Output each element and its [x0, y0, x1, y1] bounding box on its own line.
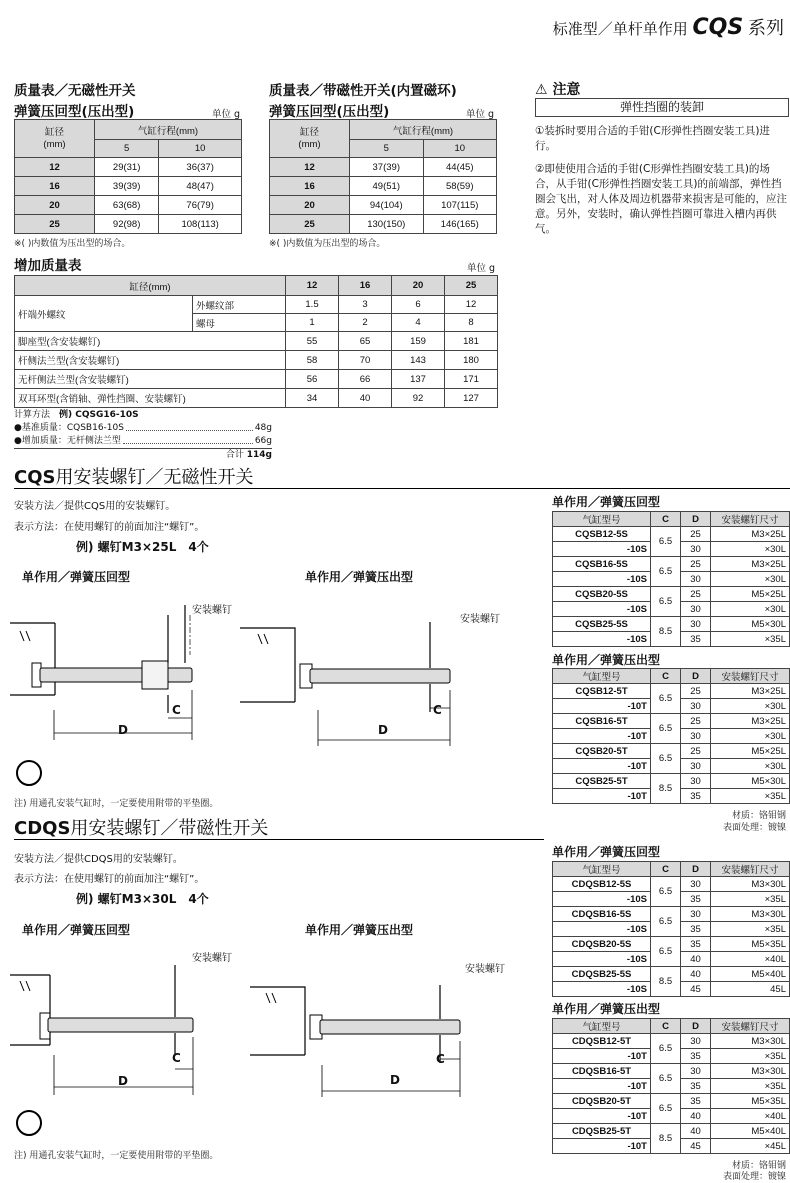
- cqs-right-c-label: C: [433, 703, 442, 717]
- screw-cell: M5×35L: [711, 937, 790, 952]
- row-label: 外螺纹部: [193, 296, 286, 314]
- value-cell: 76(79): [159, 196, 242, 215]
- cqs-diag-right-title: 单作用／弹簧压出型: [305, 570, 414, 584]
- d-cell: 35: [681, 1079, 711, 1094]
- value-cell: 3: [339, 296, 392, 314]
- d-cell: 35: [681, 937, 711, 952]
- value-cell: 70: [339, 351, 392, 370]
- d-cell: 30: [681, 877, 711, 892]
- bore-cell: 12: [15, 158, 95, 177]
- c-cell: 6.5: [651, 907, 681, 937]
- screw-cell: M3×30L: [711, 1064, 790, 1079]
- cqs-diag-left-title: 单作用／弹簧压回型: [22, 570, 131, 584]
- bore-header: 16: [339, 276, 392, 296]
- value-cell: 65: [339, 332, 392, 351]
- d-cell: 30: [681, 542, 711, 557]
- screw-cell: ×35L: [711, 892, 790, 907]
- c-cell: 6.5: [651, 587, 681, 617]
- d-cell: 35: [681, 922, 711, 937]
- model-cell: -10S: [553, 892, 651, 907]
- series-suffix: 系列: [748, 18, 784, 39]
- cdqs-right-screw-label: 安装螺钉: [465, 964, 505, 975]
- value-cell: 34: [286, 389, 339, 408]
- screw-cell: M5×35L: [711, 1094, 790, 1109]
- model-cell: -10T: [553, 1109, 651, 1124]
- c-cell: 6.5: [651, 1034, 681, 1064]
- screw-cell: M3×25L: [711, 557, 790, 572]
- cdqs-left-d-label: D: [118, 1074, 128, 1088]
- screw-cell: M3×25L: [711, 714, 790, 729]
- screw-cell: ×35L: [711, 922, 790, 937]
- rod-end-label: 杆端外螺纹: [15, 296, 193, 332]
- c-cell: 8.5: [651, 617, 681, 647]
- value-cell: 6: [392, 296, 445, 314]
- d-cell: 30: [681, 1034, 711, 1049]
- d-cell: 25: [681, 557, 711, 572]
- value-cell: 49(51): [350, 177, 424, 196]
- row-label: 脚座型(含安装螺钉): [15, 332, 286, 351]
- col-c: C: [651, 512, 681, 527]
- screw-cell: ×35L: [711, 1049, 790, 1064]
- value-cell: 58(59): [423, 177, 497, 196]
- value-cell: 181: [445, 332, 498, 351]
- screw-cell: M5×40L: [711, 967, 790, 982]
- d-cell: 30: [681, 774, 711, 789]
- d-cell: 25: [681, 684, 711, 699]
- model-cell: -10T: [553, 1079, 651, 1094]
- calc-line2-label: ●增加质量：无杆侧法兰型: [14, 436, 121, 446]
- d-cell: 25: [681, 714, 711, 729]
- screw-cell: ×30L: [711, 759, 790, 774]
- mass-nomag-unit: 单位 g: [212, 109, 241, 120]
- value-cell: 44(45): [423, 158, 497, 177]
- model-cell: -10T: [553, 699, 651, 714]
- screw-cell: ×30L: [711, 602, 790, 617]
- model-cell: CDQSB20-5T: [553, 1094, 651, 1109]
- screw-cell: M3×25L: [711, 527, 790, 542]
- d-cell: 35: [681, 892, 711, 907]
- caution-subtitle: 弹性挡圈的装卸: [535, 98, 789, 117]
- series-code: CQS: [692, 15, 744, 40]
- c-cell: 8.5: [651, 1124, 681, 1154]
- bore-cell: 20: [270, 196, 350, 215]
- col-model: 气缸型号: [553, 512, 651, 527]
- mass-mag-note: ※( )内数值为压出型的场合。: [269, 239, 386, 249]
- caution-title: 注意: [552, 82, 581, 98]
- screw-cell: M3×25L: [711, 684, 790, 699]
- model-cell: -10S: [553, 572, 651, 587]
- caution-item-1: ①装拆时要用合适的手钳(C形弹性挡圈安装工具)进行。: [535, 125, 770, 152]
- value-cell: 48(47): [159, 177, 242, 196]
- value-cell: 37(39): [350, 158, 424, 177]
- col-c: C: [651, 862, 681, 877]
- cdqs-table2: [552, 1018, 790, 1154]
- cdqs-section-title: [14, 814, 268, 840]
- calc-line1-label: ●基准质量：CQSB16-10S: [14, 423, 124, 433]
- mass-mag-table: [269, 119, 497, 234]
- value-cell: 1: [286, 314, 339, 332]
- stroke-5: 5: [95, 140, 159, 158]
- stroke-10: 10: [159, 140, 242, 158]
- d-cell: 40: [681, 1109, 711, 1124]
- row-label: 杆侧法兰型(含安装螺钉): [15, 351, 286, 370]
- cdqs-note: 注) 用通孔安装气缸时，一定要使用附带的平垫圈。: [14, 1151, 219, 1161]
- screw-cell: M5×25L: [711, 587, 790, 602]
- cqs-table2: [552, 668, 790, 804]
- model-cell: CDQSB25-5S: [553, 967, 651, 982]
- screw-cell: ×45L: [711, 1139, 790, 1154]
- screw-cell: ×40L: [711, 952, 790, 967]
- calc-total-label: 合计: [225, 450, 244, 460]
- calc-total-value: 114g: [246, 450, 272, 460]
- d-cell: 25: [681, 587, 711, 602]
- cqs-section-title: [14, 463, 253, 489]
- cdqs-table1: [552, 861, 790, 997]
- model-cell: CDQSB12-5S: [553, 877, 651, 892]
- model-cell: -10S: [553, 922, 651, 937]
- value-cell: 4: [392, 314, 445, 332]
- cdqs-example: 例) 螺钉M3×30L 4个: [76, 892, 209, 906]
- cqs-table1-title: 单作用／弹簧压回型: [552, 495, 661, 509]
- model-cell: CQSB12-5S: [553, 527, 651, 542]
- screw-cell: M5×25L: [711, 744, 790, 759]
- d-cell: 30: [681, 729, 711, 744]
- screw-cell: ×30L: [711, 572, 790, 587]
- model-cell: CDQSB25-5T: [553, 1124, 651, 1139]
- model-cell: -10S: [553, 982, 651, 997]
- d-cell: 25: [681, 744, 711, 759]
- col-c: C: [651, 669, 681, 684]
- d-cell: 45: [681, 982, 711, 997]
- model-cell: CDQSB20-5S: [553, 937, 651, 952]
- d-cell: 40: [681, 952, 711, 967]
- c-cell: 6.5: [651, 1094, 681, 1124]
- cqs-left-d-label: D: [118, 723, 128, 737]
- cdqs-table1-title: 单作用／弹簧压回型: [552, 845, 661, 859]
- mass-nomag-title1: 质量表／无磁性开关: [14, 83, 136, 99]
- cdqs-title-code: CDQS: [14, 818, 71, 839]
- page-header: [553, 14, 784, 40]
- col-d: D: [681, 862, 711, 877]
- cdqs-section-rule: [14, 839, 544, 840]
- model-cell: CQSB12-5T: [553, 684, 651, 699]
- cqs-left-screw-label: 安装螺钉: [192, 605, 232, 616]
- calc-example: 例) CQSG16-10S: [59, 410, 139, 420]
- mass-nomag-table: [14, 119, 242, 234]
- cqs-example: 例) 螺钉M3×25L 4个: [76, 540, 209, 554]
- cdqs-left-screw-label: 安装螺钉: [192, 953, 232, 964]
- cdqs-diag-right-title: 单作用／弹簧压出型: [305, 923, 414, 937]
- c-cell: 6.5: [651, 684, 681, 714]
- cqs-table1: [552, 511, 790, 647]
- mass-mag-title1: 质量表／带磁性开关(内置磁环): [269, 83, 457, 99]
- col-c: C: [651, 1019, 681, 1034]
- screw-cell: M3×30L: [711, 877, 790, 892]
- c-cell: 8.5: [651, 967, 681, 997]
- d-cell: 30: [681, 699, 711, 714]
- magnifier-icon: [16, 760, 42, 786]
- value-cell: 146(165): [423, 215, 497, 234]
- cqs-note: 注) 用通孔安装气缸时，一定要使用附带的平垫圈。: [14, 799, 219, 809]
- bore-header: 20: [392, 276, 445, 296]
- add-mass-unit: 单位 g: [467, 263, 496, 274]
- caution-header: [535, 79, 580, 99]
- cdqs-right-d-label: D: [390, 1073, 400, 1087]
- bore-cell: 25: [15, 215, 95, 234]
- c-cell: 6.5: [651, 527, 681, 557]
- d-cell: 30: [681, 1064, 711, 1079]
- d-cell: 30: [681, 759, 711, 774]
- d-cell: 30: [681, 602, 711, 617]
- cqs-title-code: CQS: [14, 467, 56, 488]
- cdqs-method: 安装方法／提供CDQS用的安装螺钉。: [14, 854, 183, 865]
- screw-cell: M5×30L: [711, 617, 790, 632]
- col-d: D: [681, 1019, 711, 1034]
- value-cell: 66: [339, 370, 392, 389]
- value-cell: 130(150): [350, 215, 424, 234]
- bore-cell: 12: [270, 158, 350, 177]
- d-cell: 40: [681, 967, 711, 982]
- col-model: 气缸型号: [553, 669, 651, 684]
- calc-line2-value: 66g: [254, 436, 272, 446]
- bore-cell: 25: [270, 215, 350, 234]
- c-cell: 6.5: [651, 714, 681, 744]
- c-cell: 6.5: [651, 744, 681, 774]
- mass-mag-unit: 单位 g: [466, 109, 495, 120]
- value-cell: 107(115): [423, 196, 497, 215]
- d-cell: 35: [681, 789, 711, 804]
- value-cell: 143: [392, 351, 445, 370]
- value-cell: 94(104): [350, 196, 424, 215]
- stroke-5: 5: [350, 140, 424, 158]
- cdqs-diagram-right: [250, 975, 470, 1105]
- model-cell: -10T: [553, 1139, 651, 1154]
- c-cell: 8.5: [651, 774, 681, 804]
- model-cell: -10S: [553, 542, 651, 557]
- bore-header: 25: [445, 276, 498, 296]
- add-mass-title: 增加质量表: [14, 258, 82, 274]
- model-cell: -10S: [553, 632, 651, 647]
- d-cell: 30: [681, 572, 711, 587]
- model-cell: -10S: [553, 952, 651, 967]
- row-label: 双耳环型(含销轴、弹性挡圈、安装螺钉): [15, 389, 286, 408]
- model-cell: CQSB16-5T: [553, 714, 651, 729]
- value-cell: 1.5: [286, 296, 339, 314]
- cqs-title-rest: 用安装螺钉／无磁性开关: [55, 467, 254, 488]
- screw-cell: 45L: [711, 982, 790, 997]
- screw-cell: M5×30L: [711, 774, 790, 789]
- screw-cell: ×35L: [711, 1079, 790, 1094]
- bore-cell: 16: [15, 177, 95, 196]
- model-cell: -10T: [553, 789, 651, 804]
- model-cell: CQSB25-5T: [553, 774, 651, 789]
- mass-mag-title2: 弹簧压回型(压出型): [269, 104, 390, 120]
- value-cell: 180: [445, 351, 498, 370]
- d-cell: 25: [681, 527, 711, 542]
- model-cell: CQSB25-5S: [553, 617, 651, 632]
- header-prefix: 标准型／单杆单作用: [552, 20, 688, 38]
- cqs-right-screw-label: 安装螺钉: [460, 614, 500, 625]
- value-cell: 92(98): [95, 215, 159, 234]
- screw-cell: ×35L: [711, 789, 790, 804]
- calc-block: [14, 409, 272, 462]
- value-cell: 8: [445, 314, 498, 332]
- value-cell: 40: [339, 389, 392, 408]
- cdqs-table2-title: 单作用／弹簧压出型: [552, 1002, 661, 1016]
- col-stroke: 气缸行程(mm): [95, 120, 242, 140]
- model-cell: CDQSB12-5T: [553, 1034, 651, 1049]
- magnifier-icon: [16, 1110, 42, 1136]
- col-screw: 安装螺钉尺寸: [711, 1019, 790, 1034]
- col-bore: 缸径 (mm): [15, 120, 95, 158]
- value-cell: 29(31): [95, 158, 159, 177]
- screw-cell: M3×30L: [711, 907, 790, 922]
- cqs-surface: 表面处理：镀镍: [722, 823, 786, 833]
- value-cell: 55: [286, 332, 339, 351]
- cdqs-material: 材质：铬钼钢: [731, 1161, 786, 1171]
- mass-nomag-note: ※( )内数值为压出型的场合。: [14, 239, 131, 249]
- col-d: D: [681, 512, 711, 527]
- d-cell: 45: [681, 1139, 711, 1154]
- model-cell: CDQSB16-5T: [553, 1064, 651, 1079]
- bore-header: 12: [286, 276, 339, 296]
- d-cell: 35: [681, 1049, 711, 1064]
- cqs-indicate: 表示方法：在使用螺钉的前面加注“螺钉”。: [14, 522, 205, 533]
- model-cell: CQSB20-5S: [553, 587, 651, 602]
- screw-cell: M5×40L: [711, 1124, 790, 1139]
- value-cell: 108(113): [159, 215, 242, 234]
- calc-label: 计算方法: [14, 410, 51, 420]
- cdqs-right-c-label: C: [436, 1052, 445, 1066]
- screw-cell: ×40L: [711, 1109, 790, 1124]
- value-cell: 36(37): [159, 158, 242, 177]
- model-cell: CQSB20-5T: [553, 744, 651, 759]
- value-cell: 127: [445, 389, 498, 408]
- value-cell: 159: [392, 332, 445, 351]
- row-label: 无杆侧法兰型(含安装螺钉): [15, 370, 286, 389]
- col-screw: 安装螺钉尺寸: [711, 669, 790, 684]
- model-cell: -10T: [553, 1049, 651, 1064]
- value-cell: 171: [445, 370, 498, 389]
- bore-cell: 16: [270, 177, 350, 196]
- cqs-section-rule: [14, 488, 790, 489]
- c-cell: 6.5: [651, 1064, 681, 1094]
- cqs-right-d-label: D: [378, 723, 388, 737]
- cqs-table2-title: 单作用／弹簧压出型: [552, 653, 661, 667]
- cqs-material: 材质：铬钼钢: [731, 811, 786, 821]
- value-cell: 12: [445, 296, 498, 314]
- calc-line1-value: 48g: [254, 423, 272, 433]
- cdqs-indicate: 表示方法：在使用螺钉的前面加注“螺钉”。: [14, 874, 205, 885]
- screw-cell: ×35L: [711, 632, 790, 647]
- screw-cell: ×30L: [711, 542, 790, 557]
- cqs-left-c-label: C: [172, 703, 181, 717]
- col-model: 气缸型号: [553, 862, 651, 877]
- model-cell: CDQSB16-5S: [553, 907, 651, 922]
- d-cell: 40: [681, 1124, 711, 1139]
- value-cell: 56: [286, 370, 339, 389]
- bore-cell: 20: [15, 196, 95, 215]
- c-cell: 6.5: [651, 877, 681, 907]
- cqs-method: 安装方法／提供CQS用的安装螺钉。: [14, 501, 176, 512]
- value-cell: 92: [392, 389, 445, 408]
- cqs-diagram-right: [240, 612, 470, 762]
- d-cell: 35: [681, 1094, 711, 1109]
- col-screw: 安装螺钉尺寸: [711, 512, 790, 527]
- c-cell: 6.5: [651, 557, 681, 587]
- stroke-10: 10: [423, 140, 497, 158]
- col-screw: 安装螺钉尺寸: [711, 862, 790, 877]
- cdqs-left-c-label: C: [172, 1051, 181, 1065]
- d-cell: 30: [681, 617, 711, 632]
- col-model: 气缸型号: [553, 1019, 651, 1034]
- screw-cell: M3×30L: [711, 1034, 790, 1049]
- col-d: D: [681, 669, 711, 684]
- cdqs-surface: 表面处理：镀镍: [722, 1172, 786, 1182]
- screw-cell: ×30L: [711, 699, 790, 714]
- col-bore: 缸径(mm): [15, 276, 286, 296]
- mass-nomag-title2: 弹簧压回型(压出型): [14, 104, 135, 120]
- warning-icon: ⚠: [535, 82, 548, 98]
- col-bore: 缸径 (mm): [270, 120, 350, 158]
- col-stroke: 气缸行程(mm): [350, 120, 497, 140]
- model-cell: CQSB16-5S: [553, 557, 651, 572]
- model-cell: -10S: [553, 602, 651, 617]
- caution-item-2: ②即使使用合适的手钳(C形弹性挡圈安装工具)的场合，从手钳(C形弹性挡圈安装工具)的前端部，弹性挡圈会飞出，对人体及周边机器带来损害是可能的，应注意。另外，安装时，确认弹性挡圈可靠进入槽内再供气。: [535, 163, 787, 235]
- value-cell: 63(68): [95, 196, 159, 215]
- cdqs-title-rest: 用安装螺钉／带磁性开关: [70, 818, 269, 839]
- d-cell: 30: [681, 907, 711, 922]
- d-cell: 35: [681, 632, 711, 647]
- value-cell: 2: [339, 314, 392, 332]
- c-cell: 6.5: [651, 937, 681, 967]
- value-cell: 137: [392, 370, 445, 389]
- value-cell: 39(39): [95, 177, 159, 196]
- add-mass-table: [14, 275, 498, 408]
- screw-cell: ×30L: [711, 729, 790, 744]
- model-cell: -10T: [553, 759, 651, 774]
- value-cell: 58: [286, 351, 339, 370]
- cdqs-diag-left-title: 单作用／弹簧压回型: [22, 923, 131, 937]
- row-label: 螺母: [193, 314, 286, 332]
- model-cell: -10T: [553, 729, 651, 744]
